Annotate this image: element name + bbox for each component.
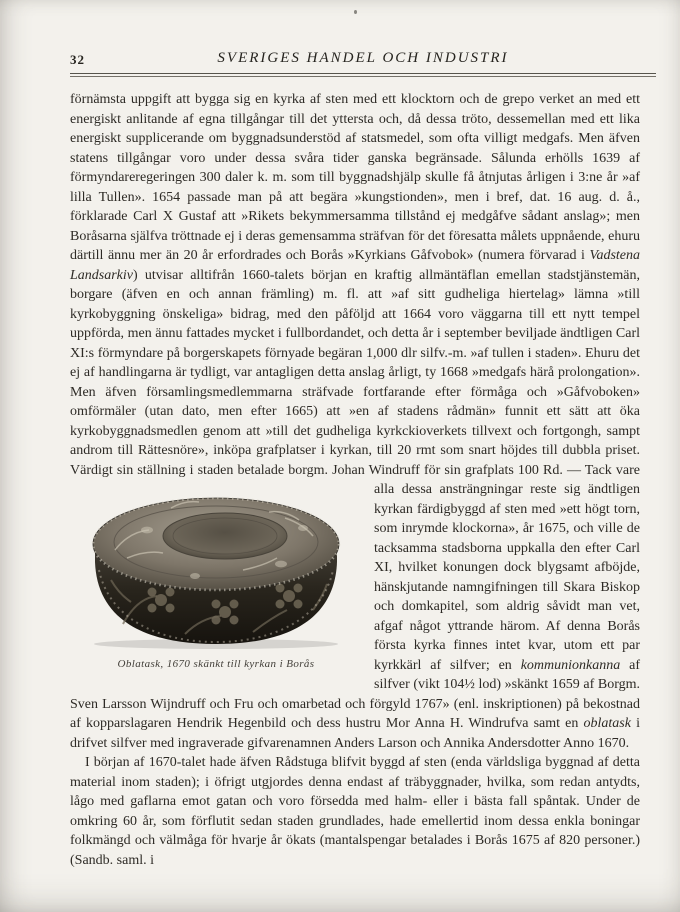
oblatask-photo: [75, 484, 357, 650]
lid-centre-plate: [163, 513, 287, 559]
figure-caption: Oblatask, 1670 skänkt till kyrkan i Borås: [117, 658, 315, 670]
paragraph-1: [70, 90, 640, 753]
header-rule-top: [70, 73, 656, 74]
page-number: 32: [70, 52, 85, 67]
paragraph-1-part-1: förnämsta uppgift att bygga sig en kyrka af sten med ett klocktorn och de grepo verket an med ett energiskt anlitande af egna tillgångar till det yttersta och, då dessa tröto, dessemellan med ett lika energiskt supplicerande om byggnadsunderstöd af statsmedel, som ofta villigt medgafs. Men äfven statens tillgångar voro under dessa svåra tider ganska begränsade. Sålunda erhölls 1639 af förmyndareregeringen 300 daler k. m. som till byggnadshjälp skulle få åtnjutas årligen i 3:ne år »af lilla Tullen». 1654 passade man på att begära »kungstionden», men i bref, dat. 16 aug. d. å., förklarade Carl X Gustaf att »Rikets bekymmersamma tillstånd ej medgåfve sådant anslag»; men Boråsarna själfva tröttnade ej i deras gemensamma sträfvan för det föresatta målets uppnående, ehuru därtill ännu mer än 20 år erfordrades och Borås »Kyrkians Gåfvobok» (numera förvarad i Vadstena Landsarkiv) utvisar alltifrån 1660-talets början en kraftig allmäntäflan emellan stadstjänstemän, borgare (äfven en och annan främling) m. fl. att »af sitt gudheliga hiertelag» lämna »till kyrkobyggning önskeliga» bidrag, med den påföljd att 1664 voro väggarna till ett nytt tempel uppförda, men ännu fattades mycket i fullbordandet, och detta år i september beviljade ändtligen Carl XI:s förmyndare på borgerskapets förnyade begäran 1,000 dlr silfv.-m. »af tullen i staden». Ehuru det ej af handlingarna är tydligt, var antagligen detta anslag årligt, ty 1668 »medgafs härå prolongation». Men äfven församlingsmedlemmarna sträfvade fortfarande efter förmåga och »Gåfvoboken» omförmäler (utan dato, men efter 1665) att »en af stadens rådmän» funnit ett sätt att öka kyrkobyggnadsmedlen genom att »till det gudheliga kyrkckioverkets tillvext och fortgongh, sampt androm till Rättesnöre», inköpa grafplatser i kyrkan, till 20 rmt som snart höjdes till dubbla priset. Värdigt sin ställning i staden betalade borgm. Johan Windruff för sin grafplats 100 Rd. — Tack: [70, 92, 640, 478]
header-title: SVERIGES HANDEL OCH INDUSTRI: [217, 50, 509, 66]
paragraph-1-part-2: vare alla dessa ansträngningar reste sig ändtligen kyrkan färdigbyggd af sten med »ett högt torn, som inrymde klockorna», år 1675, och ville de tacksamma stadsborna uppkalla den efter Carl XI, hvilket konungen dock blygsamt afböjde, hänskjutande namngifningen till Skara Biskop och domkapitel, som aldrig såvidt man vet, afgaf något yttrande härom. Af denna Borås första kyrka finnes intet kvar, utom ett par kyrkkärl af silfver; en kommunionkanna af silfver (vikt 104½ lod) »skänkt 1659 af Borgm. Sven Larsson Wijndruff och Fru och omarbetad och förgyld 1767» (enl. inskriptionen) på bekostnad af kopparslagaren Hendrik Hegenbild och dess hustru Mor Anna H. Windrufva samt en oblatask i drifvet silfver med ingraverade gifvarenamnen Anders Larson och Annika Andersdotter Anno 1670.: [70, 462, 641, 751]
scan-speck: [354, 10, 357, 14]
paragraph-2: [70, 753, 640, 870]
page-header: [70, 50, 656, 70]
paragraph-2-text: I början af 1670-talet hade äfven Rådstuga blifvit byggd af sten (enda världsliga byggnad af detta material inom staden); i öfrigt utgjordes denna endast af träbyggnader, hvilka, som redan antydts, lågo med gaflarna emot gatan och voro försedda med halm- eller i bästa fall spåntak. Under de omkring 60 år, som förflutit sedan staden grundlades, hade emellertid inom dessa enkla boningar folkmängd och välmåga för hvarje år ökats (mantalspengar betalades i Borås 1675 af 820 personer.) (Sandb. saml. i: [70, 755, 640, 868]
header-rule-bottom: [70, 76, 656, 77]
oblatask-figure: [70, 484, 362, 675]
page-body: [70, 90, 640, 870]
